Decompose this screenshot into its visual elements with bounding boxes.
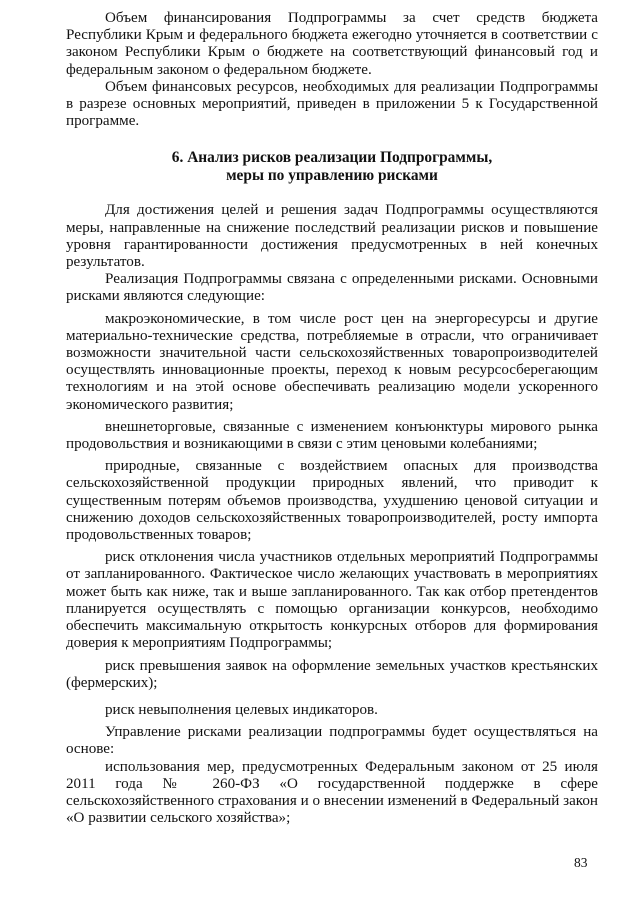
paragraph-risk-macroeconomic: макроэкономические, в том числе рост цен на энергоресурсы и другие материально-технические средства, потребляемые в отрасли, что ограничивает возможности значительной части сельскохозяйственных товаропроизводителей осуществлять инновационные проекты, переход к новым ресурсосберегающим технологиям и на этой основе обеспечивать реализацию модели ускоренного экономического развития; — [66, 310, 598, 413]
paragraph-risk-participants: риск отклонения числа участников отдельных мероприятий Подпрограммы от запланированного. Фактическое число желающих участвовать в мероприятиях может быть как ниже, так и выше запланированного. Так как отбор претендентов планируется осуществлять с помощью организации конкурсов, необходимо обеспечить максимальную открытость конкурсных отборов для формирования доверия к мероприятиям Подпрограммы; — [66, 549, 598, 652]
paragraph-goals: Для достижения целей и решения задач Подпрограммы осуществляются меры, направленные на снижение последствий реализации рисков и повышение уровня гарантированности достижения предусмотренных в ней конечных результатов. — [66, 202, 598, 271]
paragraph-risk-land-applications: риск превышения заявок на оформление земельных участков крестьянских (фермерских); — [66, 657, 598, 691]
paragraph-financial-resources: Объем финансовых ресурсов, необходимых для реализации Подпрограммы в разрезе основных мероприятий, приведен в приложении 5 к Государственной программе. — [66, 78, 598, 130]
page-number: 83 — [574, 855, 588, 870]
paragraph-risk-natural: природные, связанные с воздействием опасных для производства сельскохозяйственной продукции природных явлений, что приводит к существенным потерям объемов производства, ухудшению ценовой ситуации и снижению доходов сельскохозяйственных товаропроизводителей, росту импорта продовольственных товаров; — [66, 458, 598, 544]
section-heading — [66, 149, 598, 184]
paragraph-risk-management: Управление рисками реализации подпрограммы будет осуществляться на основе: — [66, 724, 598, 758]
paragraph-federal-law: использования мер, предусмотренных Федеральным законом от 25 июля 2011 года № 260-ФЗ «О государственной поддержке в сфере сельскохозяйственного страхования и о внесении изменений в Федеральный закон «О развитии сельского хозяйства»; — [66, 758, 598, 827]
paragraph-risk-indicators: риск невыполнения целевых индикаторов. — [105, 701, 378, 718]
section-heading-line-1: 6. Анализ рисков реализации Подпрограммы, — [171, 149, 493, 167]
section-heading-line-2: меры по управлению рисками — [226, 166, 438, 184]
paragraph-risks-intro: Реализация Подпрограммы связана с определенными рисками. Основными рисками являются следующие: — [66, 271, 598, 305]
paragraph-risk-foreign-trade: внешнеторговые, связанные с изменением конъюнктуры мирового рынка продовольствия и возникающими в связи с этим ценовыми колебаниями; — [66, 418, 598, 453]
paragraph-financing-volume: Объем финансирования Подпрограммы за счет средств бюджета Республики Крым и федерального бюджета ежегодно уточняется в соответствии с законом Республики Крым о бюджете на соответствующий финансовый год и федеральным законом о федеральном бюджете. — [66, 10, 598, 78]
document-page — [66, 10, 598, 827]
